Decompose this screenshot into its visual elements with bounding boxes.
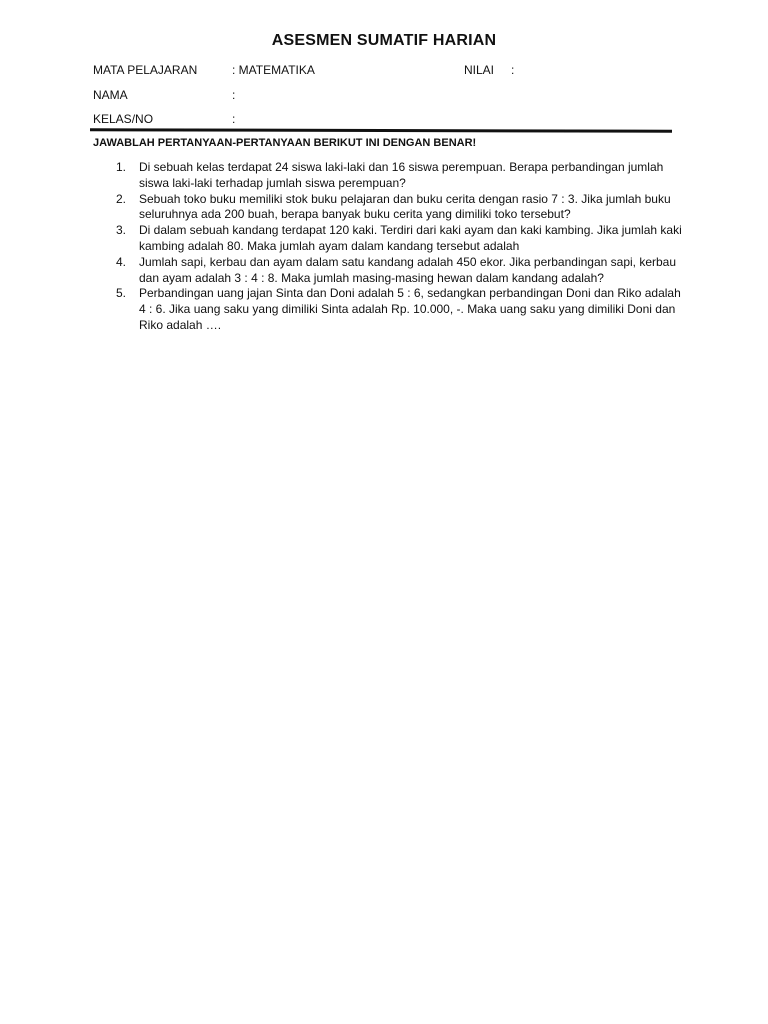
header-divider — [90, 128, 672, 133]
question-number: 3. — [116, 223, 127, 238]
question-item — [116, 286, 682, 333]
question-item — [116, 160, 682, 192]
name-label: NAMA — [93, 88, 128, 102]
class-label: KELAS/NO — [93, 112, 154, 126]
question-number: 4. — [116, 254, 127, 269]
question-text: Di sebuah kelas terdapat 24 siswa laki-laki dan 16 siswa perempuan. Berapa perbandingan jumlah siswa laki-laki terhadap jumlah siswa perempuan? — [139, 160, 664, 190]
class-row — [93, 111, 393, 127]
subject-label: MATA PELAJARAN — [93, 63, 198, 77]
question-item — [116, 255, 682, 287]
question-number: 1. — [116, 160, 127, 174]
class-value: : — [232, 112, 236, 126]
score-colon: : — [511, 63, 515, 77]
question-text: Sebuah toko buku memiliki stok buku pelajaran dan buku cerita dengan rasio 7 : 3. Jika jumlah buku seluruhnya ada 200 buah, berapa banyak buku cerita yang dimiliki toko tersebut? — [139, 191, 671, 222]
page-title: ASESMEN SUMATIF HARIAN — [271, 32, 497, 49]
subject-row — [93, 62, 653, 78]
subject-value: : MATEMATIKA — [232, 63, 315, 77]
instruction-text: JAWABLAH PERTANYAAN-PERTANYAAN BERIKUT INI DENGAN BENAR! — [93, 137, 477, 149]
question-list — [116, 160, 682, 334]
name-row — [93, 87, 393, 103]
question-text: Jumlah sapi, kerbau dan ayam dalam satu kandang adalah 450 ekor. Jika perbandingan sapi, kerbau dan ayam adalah 3 : 4 : 8. Maka jumlah masing-masing hewan dalam kandang adalah? — [139, 254, 677, 285]
question-item — [116, 223, 682, 255]
question-text: Perbandingan uang jajan Sinta dan Doni adalah 5 : 6, sedangkan perbandingan Doni dan Riko adalah 4 : 6. Jika uang saku yang dimiliki Sinta adalah Rp. 10.000, -. Maka uang saku yang dimiliki Doni dan Riko adalah …. — [139, 286, 681, 332]
name-value: : — [232, 88, 236, 102]
question-number: 2. — [116, 191, 127, 206]
question-number: 5. — [116, 286, 127, 301]
question-text: Di dalam sebuah kandang terdapat 120 kaki. Terdiri dari kaki ayam dan kaki kambing. Jika jumlah kaki kambing adalah 80. Maka jumlah ayam dalam kandang tersebut adalah — [139, 223, 682, 253]
question-item — [116, 192, 682, 224]
score-label: NILAI — [464, 63, 495, 77]
